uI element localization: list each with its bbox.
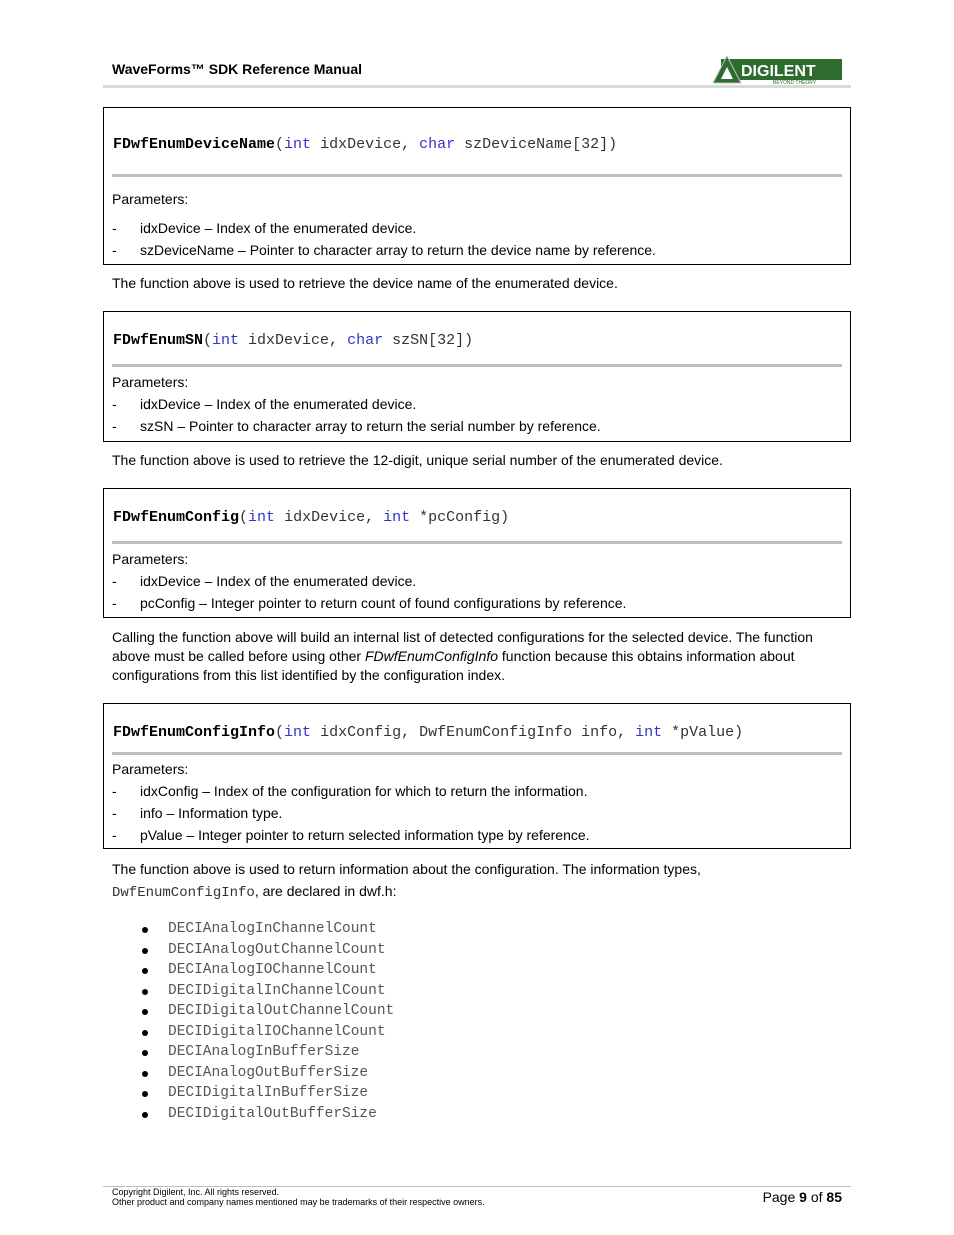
param-item: - szDeviceName – Pointer to character array to return the device name by reference. — [112, 242, 656, 258]
param-item: - info – Information type. — [112, 805, 283, 821]
document-title: WaveForms™ SDK Reference Manual — [112, 61, 362, 77]
list-item: DECIAnalogInBufferSize — [140, 1044, 394, 1065]
parameters-label: Parameters: — [112, 551, 189, 567]
function-signature: FDwfEnumConfig(int idxDevice, int *pcConfig) — [113, 509, 510, 526]
param-item: - idxDevice – Index of the enumerated device. — [112, 573, 417, 589]
function-name: FDwfEnumConfigInfo — [113, 724, 276, 741]
list-item: DECIDigitalOutChannelCount — [140, 1003, 394, 1024]
parameters-label: Parameters: — [112, 761, 189, 777]
list-item: DECIAnalogOutChannelCount — [140, 942, 394, 963]
function-name: FDwfEnumConfig — [113, 509, 240, 526]
type-name: DwfEnumConfigInfo — [112, 885, 255, 901]
page-number: Page 9 of 85 — [762, 1189, 842, 1205]
function-name: FDwfEnumSN — [113, 332, 204, 349]
list-item: DECIDigitalIOChannelCount — [140, 1024, 394, 1045]
list-item: DECIDigitalInBufferSize — [140, 1085, 394, 1106]
param-item: - idxDevice – Index of the enumerated device. — [112, 396, 417, 412]
signature-divider — [112, 364, 842, 367]
list-item: DECIAnalogInChannelCount — [140, 921, 394, 942]
digilent-logo — [713, 56, 843, 85]
function-box-enum-device-name — [103, 107, 851, 265]
function-name: FDwfEnumDeviceName — [113, 136, 276, 153]
function-box-enum-config — [103, 488, 851, 618]
parameters-label: Parameters: — [112, 191, 189, 207]
param-item: - pValue – Integer pointer to return selected information type by reference. — [112, 827, 590, 843]
function-box-enum-config-info — [103, 703, 851, 849]
function-signature: FDwfEnumSN(int idxDevice, char szSN[32]) — [113, 332, 474, 349]
parameters-label: Parameters: — [112, 374, 189, 390]
signature-divider — [112, 752, 842, 755]
logo-wordmark: DIGILENT — [741, 63, 816, 80]
function-reference: FDwfEnumConfigInfo — [364, 648, 498, 664]
description-config-info: The function above is used to return information about the configuration. The information types, DwfEnumConfigInfo, are declared in dwf.h: — [112, 861, 701, 901]
description-config: Calling the function above will build an internal list of detected configurations for the selected device. The function above must be called before using other FDwfEnumConfigInfo function because this obtains information about configurations from this list identified by the configuration index. — [112, 629, 813, 683]
list-item: DECIDigitalInChannelCount — [140, 983, 394, 1004]
description-device-name: The function above is used to retrieve the device name of the enumerated device. — [112, 275, 618, 291]
footer-copyright: Copyright Digilent, Inc. All rights reserved. Other product and company names mentioned may be trademarks of their respective owners. — [112, 1187, 485, 1207]
param-item: - pcConfig – Integer pointer to return count of found configurations by reference. — [112, 595, 627, 611]
param-item: - idxDevice – Index of the enumerated device. — [112, 220, 417, 236]
config-info-type-list — [140, 921, 394, 1126]
param-item: - szSN – Pointer to character array to return the serial number by reference. — [112, 418, 601, 434]
signature-divider — [112, 174, 842, 177]
list-item: DECIDigitalOutBufferSize — [140, 1106, 394, 1127]
list-item: DECIAnalogIOChannelCount — [140, 962, 394, 983]
list-item: DECIAnalogOutBufferSize — [140, 1065, 394, 1086]
function-signature: FDwfEnumDeviceName(int idxDevice, char szDeviceName[32]) — [113, 136, 618, 153]
header-rule — [103, 85, 851, 88]
signature-divider — [112, 541, 842, 544]
function-signature: FDwfEnumConfigInfo(int idxConfig, DwfEnumConfigInfo info, int *pValue) — [113, 724, 744, 741]
description-sn: The function above is used to retrieve the 12-digit, unique serial number of the enumerated device. — [112, 452, 723, 468]
logo-tagline: BEYOND THEORY — [773, 80, 817, 85]
param-item: - idxConfig – Index of the configuration for which to return the information. — [112, 783, 588, 799]
function-box-enum-sn — [103, 311, 851, 442]
